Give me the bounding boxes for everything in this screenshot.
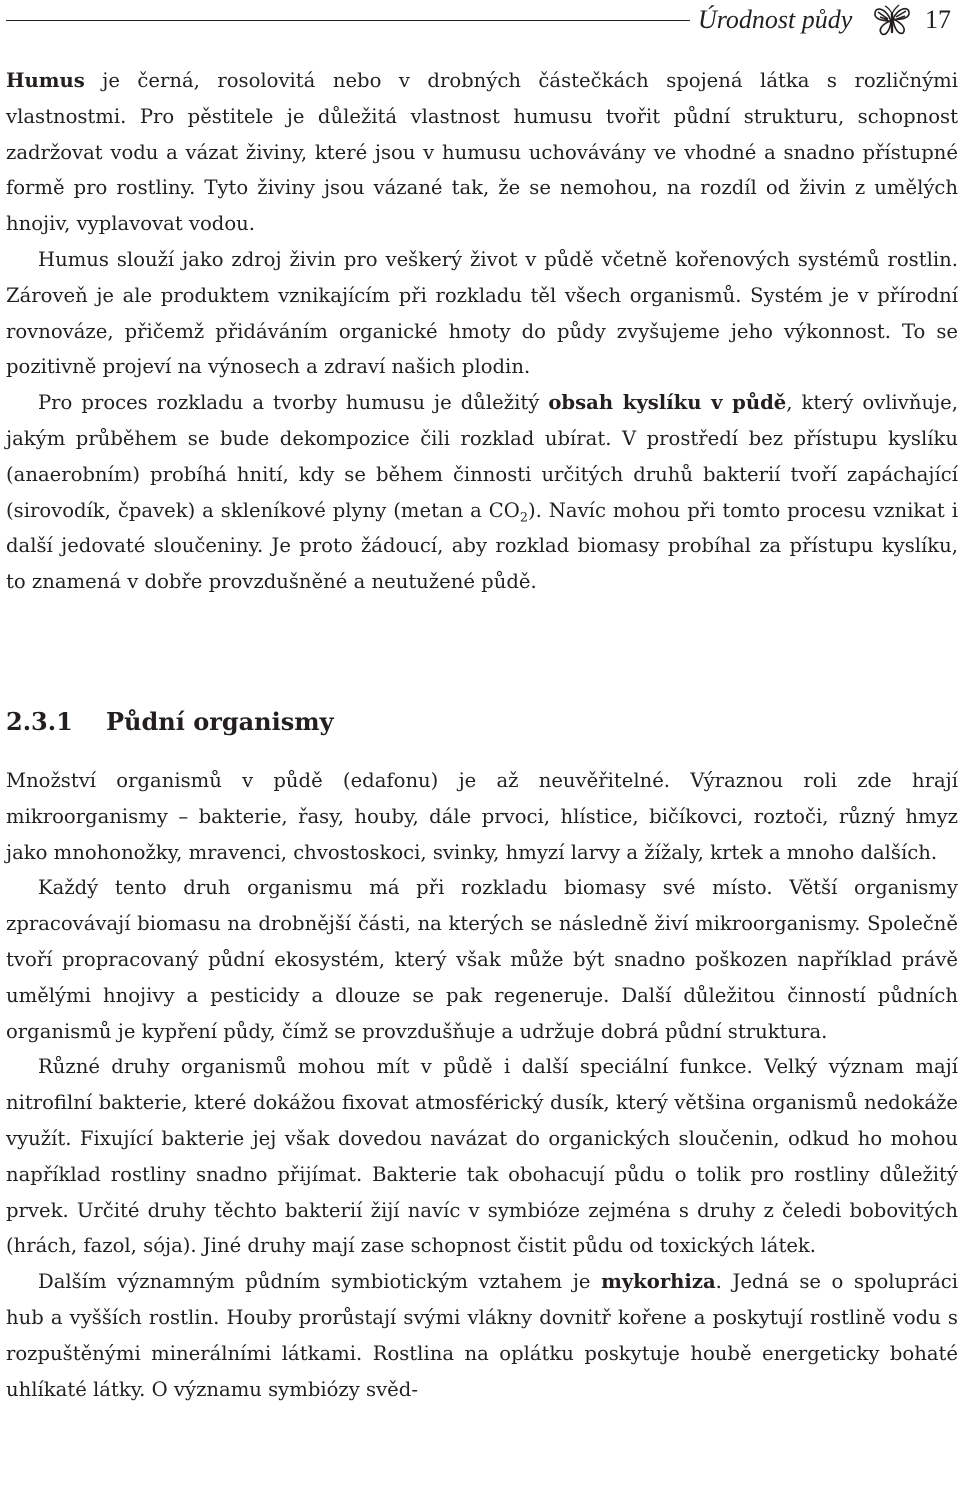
paragraph-decomposition: Každý tento druh organismu má při rozkladu biomasy své místo. Větší organismy zpracovávají biomasu na drobnější části, na kterých se následně živí mikroorganismy. Společně tvoří propracovaný půdní ekosystém, který však může být snadno poškozen například právě umělými hnojivy a pesticidy a dlouze se pak regeneruje. Další důležitou činností půdních organismů je kypření půdy, čímž se provzdušňuje a udržuje dobrá půdní struktura. [6,876,958,1043]
section-heading [6,700,958,744]
butterfly-icon [872,4,912,36]
subscript-2: 2 [519,510,528,526]
paragraph-oxygen [6,385,958,600]
paragraph-organisms: Množství organismů v půdě (edafonu) je až neuvěřitelné. Výraznou roli zde hrají mikroorganismy – bakterie, řasy, houby, dále prvoci, hlístice, bičíkovci, roztoči, různý hmyz jako mnohonožky, mravenci, chvostoskoci, svinky, hmyzí larvy a žížaly, krtek a mnoho dalších. [6,769,958,864]
intro-text [6,63,958,600]
term-humus: Humus [6,69,85,92]
running-header [0,0,960,44]
paragraph-text: je černá, rosolovitá nebo v drobných částečkách spojená látka s rozličnými vlastnostmi. Pro pěstitele je důležitá vlastnost humusu tvořit půdní strukturu, schopnost zadržovat vodu a vázat živiny, které jsou v humusu uchovávány ve vhodné a snadno přístupné formě pro rostliny. Tyto živiny jsou vázané tak, že se nemohou, na rozdíl od živin z umělých hnojiv, vyplavovat vodou. [6,69,958,236]
paragraph-text: Dalším významným půdním symbiotickým vztahem je [38,1270,602,1294]
paragraph-text: Pro proces rozkladu a tvorby humusu je důležitý [38,391,549,415]
page-number: 17 [925,5,951,34]
running-title: Úrodnost půdy [698,5,853,34]
term-mycorrhiza: mykorhiza [601,1270,716,1294]
paragraph-text: ). Navíc mohou při tomto procesu vznikat i další jedovaté sloučeniny. Je proto žádoucí, aby rozklad biomasy probíhal za přístupu kyslíku, to znamená v dobře provzdušněné a neutužené půdě. [6,498,958,594]
section-title: Půdní organismy [106,707,334,736]
paragraph-bacteria: Různé druhy organismů mohou mít v půdě i další speciální funkce. Velký význam mají nitrofilní bakterie, které dokážou fixovat atmosférický dusík, který většina organismů nedokáže využít. Fixující bakterie jej však dovedou navázat do organických sloučenin, odkud ho mohou například rostliny snadno přijímat. Bakterie tak obohacují půdu o tolik pro rostliny důležitý prvek. Určité druhy těchto bakterií žijí navíc v symbióze zejména s druhy z čeledi bobovitých (hrách, fazol, sója). Jiné druhy mají zase schopnost čistit půdu od toxických látek. [6,1055,958,1258]
header-rule [6,20,690,21]
section-text [6,763,958,1407]
paragraph-humus [6,63,958,242]
paragraph-mycorrhiza [6,1264,958,1407]
paragraph-text: . Jedná se o spolupráci hub a vyšších rostlin. Houby prorůstají svými vlákny dovnitř kořene a poskytují rostlině vodu s rozpuštěnými minerálními látkami. Rostlina na oplátku poskytuje houbě energeticky bohaté uhlíkaté látky. O významu symbiózy svěd- [6,1270,958,1401]
paragraph-text: , který ovlivňuje, jakým průběhem se bude dekompozice čili rozklad ubírat. V prostředí bez přístupu kyslíku (anaerobním) probíhá hnití, kdy se během činnosti určitých druhů bakterií tvoří zapáchající (sirovodík, čpavek) a skleníkové plyny (metan a CO [6,391,958,522]
section-number: 2.3.1 [6,707,73,736]
paragraph-humus-nutrients: Humus slouží jako zdroj živin pro veškerý život v půdě včetně kořenových systémů rostlin. Zároveň je ale produktem vznikajícím při rozkladu těl všech organismů. Systém je v přírodní rovnováze, přičemž přidáváním organické hmoty do půdy zvyšujeme jeho výkonnost. To se pozitivně projeví na výnosech a zdraví našich plodin. [6,247,958,379]
term-oxygen: obsah kyslíku v půdě [548,391,787,415]
